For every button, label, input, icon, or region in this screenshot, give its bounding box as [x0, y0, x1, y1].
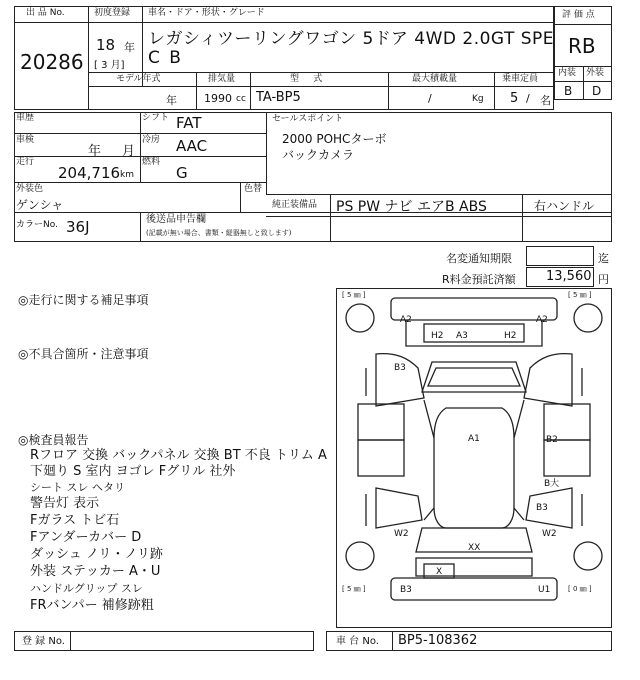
sales-point-label: セールスポイント: [272, 114, 344, 124]
mark-w2-right: W2: [542, 529, 557, 539]
max-load-unit: Kg: [472, 94, 484, 104]
mark-b3-front-left: B3: [394, 363, 406, 373]
recycle-fee-label: R料金預託済額: [442, 273, 516, 286]
registration-label: 初度登録: [94, 8, 131, 18]
driving-notes-title: ◎走行に関する補足事項: [18, 293, 149, 307]
mark-xx-rear: XX: [468, 543, 481, 553]
mark-w2-left: W2: [394, 529, 409, 539]
recycle-fee-unit: 円: [598, 273, 609, 286]
inspector-line: Fアンダーカバー D: [30, 530, 142, 545]
repaint-label: 色替: [244, 184, 263, 194]
color-value: ゲンシャ: [16, 198, 64, 212]
sales-point-1: 2000 POHCターボ: [282, 132, 387, 146]
capacity-separator: /: [526, 92, 530, 105]
tire-depth-front-right: [ 5 ㎜ ]: [568, 291, 592, 299]
inspector-report-title: ◎検査員報告: [18, 433, 89, 447]
max-load-separator: /: [428, 92, 432, 105]
inspector-line: Fガラス トビ石: [30, 513, 120, 528]
mark-u1-rear: U1: [538, 585, 551, 595]
model-code-label: 型 式: [290, 74, 323, 84]
fuel-label: 燃料: [142, 157, 161, 167]
equipment-label: 純正装備品: [272, 200, 318, 210]
inspector-line: 外装 ステッカー A・U: [30, 564, 161, 579]
color-no-value: 36J: [66, 218, 90, 236]
shift-label: シフト: [142, 113, 170, 123]
registration-year-unit: 年: [124, 41, 135, 54]
grade-label: 評 価 点: [562, 10, 595, 20]
steering-value: 右ハンドル: [534, 199, 595, 213]
mileage-unit: km: [120, 170, 134, 180]
tire-depth-front-left: [ 5 ㎜ ]: [342, 291, 366, 299]
defects-title: ◎不具合箇所・注意事項: [18, 347, 149, 361]
ac-value: AAC: [176, 137, 208, 155]
shift-value: FAT: [176, 114, 202, 132]
mark-h2-left: H2: [431, 331, 444, 341]
registration-year: 18: [96, 36, 116, 54]
inspector-line: ハンドルグリップ スレ: [30, 582, 143, 595]
car-name-label: 車名・ドア・形状・グレード: [148, 8, 265, 18]
inspector-line: シート スレ ヘタリ: [30, 481, 125, 494]
registration-no-label: 登 録 No.: [22, 636, 65, 647]
mark-b-large: B大: [544, 479, 560, 489]
inspection-month-unit: 月: [122, 144, 136, 159]
history-label: 車歴: [16, 113, 35, 123]
recycle-fee-value: 13,560: [546, 269, 592, 284]
registration-month: [ 3 月]: [94, 60, 125, 71]
exterior-grade: D: [592, 84, 602, 98]
inspector-line: Rフロア 交換 バックパネル 交換 BT 不良 トリム A: [30, 448, 327, 463]
capacity-value: 5: [510, 91, 519, 106]
inspector-line: ダッシュ ノリ・ノリ跡: [30, 547, 163, 562]
fuel-value: G: [176, 164, 188, 182]
mark-x-rear: X: [436, 567, 443, 577]
color-no-label: カラーNo.: [16, 220, 58, 230]
name-change-label: 名変通知期限: [446, 252, 512, 265]
inspector-report-lines: [30, 447, 330, 614]
overall-grade: RB: [568, 34, 596, 58]
mileage-value: 204,716: [58, 164, 121, 182]
mark-b3-rear: B3: [400, 585, 412, 595]
name-change-box: [526, 246, 594, 266]
displacement-unit: cc: [236, 94, 246, 104]
car-name-line1: レガシィツーリングワゴン 5ドア 4WD 2.0GT SPE: [148, 29, 555, 49]
after-shipment-label: 後送品申告欄: [146, 214, 206, 225]
inspection-label: 車検: [16, 135, 35, 145]
inspector-line: FRバンパー 補修跡粗: [30, 598, 154, 613]
color-label: 外装色: [16, 184, 44, 194]
inspector-line: 警告灯 表示: [30, 496, 100, 511]
mark-a2-left: A2: [400, 315, 412, 325]
model-year-unit: 年: [166, 94, 177, 107]
interior-grade: B: [564, 84, 573, 98]
interior-label: 内装: [558, 68, 577, 78]
diagram-frame: [337, 289, 612, 628]
mark-b3-right: B3: [536, 503, 548, 513]
mark-h2-right: H2: [504, 331, 517, 341]
sales-point-2: バックカメラ: [282, 148, 355, 162]
tire-depth-rear-left: [ 5 ㎜ ]: [342, 585, 366, 593]
equipment-value: PS PW ナビ エアB ABS: [336, 199, 487, 215]
mileage-label: 走行: [16, 157, 35, 167]
chassis-no-value: BP5-108362: [398, 633, 478, 648]
name-change-unit: 迄: [598, 252, 609, 265]
mark-a1-roof: A1: [468, 434, 480, 444]
displacement-value: 1990: [204, 92, 232, 105]
max-load-label: 最大積載量: [412, 74, 458, 84]
after-shipment-note: (記載が無い場合、書類・縦器無しと致します): [146, 229, 292, 237]
inspector-line: 下廻り S 室内 ヨゴレ Fグリル 社外: [30, 464, 236, 479]
model-code: TA-BP5: [256, 90, 301, 105]
mark-a2-right: A2: [536, 315, 548, 325]
lot-label: 出 品 No.: [26, 8, 65, 18]
damage-diagram: [336, 288, 612, 628]
ac-label: 冷房: [142, 135, 161, 145]
capacity-unit: 名: [540, 94, 551, 107]
car-name-line2: C B: [148, 48, 183, 68]
model-year-label: モデル年式: [116, 74, 161, 84]
tire-depth-rear-right: [ 0 ㎜ ]: [568, 585, 592, 593]
capacity-label: 乗車定員: [502, 74, 539, 84]
inspection-year-unit: 年: [88, 144, 102, 159]
mark-b2-right: B2: [546, 435, 558, 445]
mark-a3-front: A3: [456, 331, 468, 341]
displacement-label: 排気量: [208, 74, 236, 84]
lot-number: 20286: [20, 50, 84, 74]
exterior-label: 外装: [586, 68, 605, 78]
chassis-no-label: 車 台 No.: [336, 636, 379, 647]
